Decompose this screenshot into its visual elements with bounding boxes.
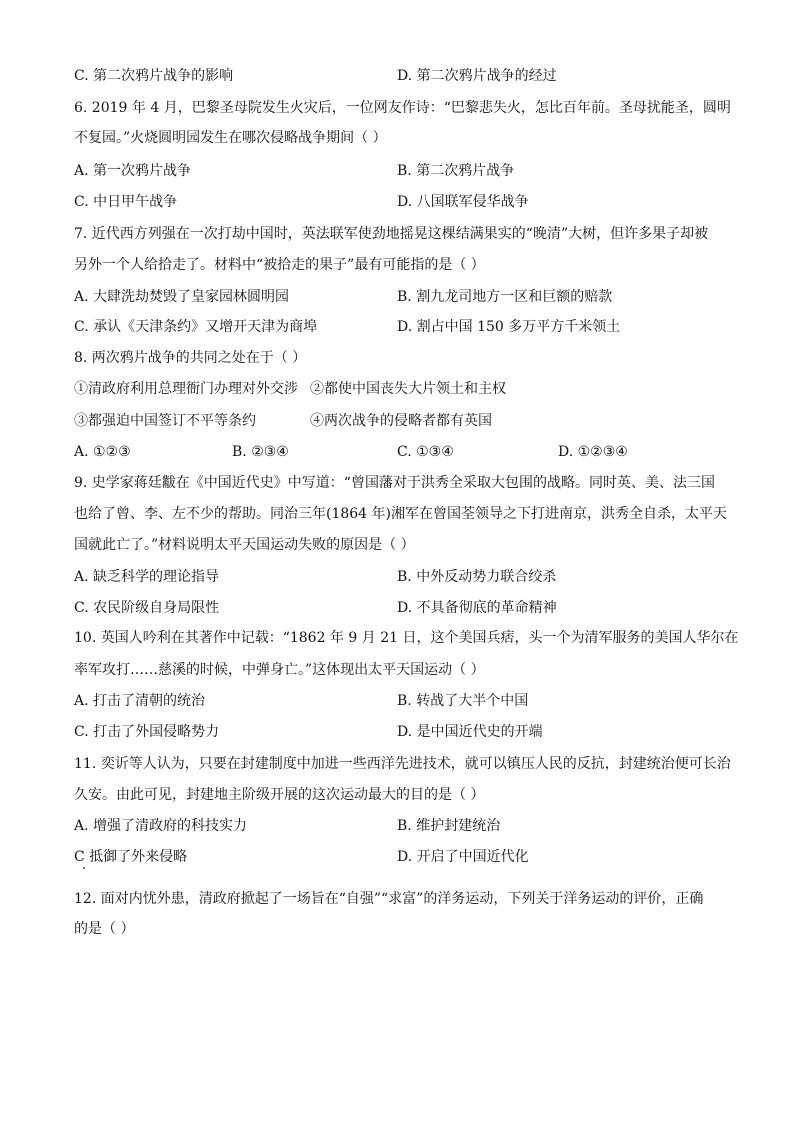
q11-stem-line2: 久安。由此可见，封建地主阶级开展的这次运动最大的目的是（ ） xyxy=(74,787,485,803)
q10-stem-line1: 10. 英国人吟利在其著作中记载：“1862 年 9 月 21 日，这个美国兵痞，头一个为清军服务的美国人华尔在 xyxy=(74,630,739,646)
q9-option-a: A. 缺乏科学的理论指导 xyxy=(74,569,220,585)
q8-statement-1: ①清政府利用总理衙门办理对外交涉 xyxy=(74,381,298,397)
q11-option-c: C 抵御了外来侵略 xyxy=(74,849,188,865)
q11-option-a: A. 增强了清政府的科技实力 xyxy=(74,818,248,834)
q9-option-b: B. 中外反动势力联合绞杀 xyxy=(397,569,557,585)
q7-option-c: C. 承认《天津条约》又增开天津为商埠 xyxy=(74,319,318,335)
q9-stem-line3: 国就此亡了。”材料说明太平天国运动失败的原因是（ ） xyxy=(74,537,415,553)
q8-option-a: A. ①②③ xyxy=(74,444,131,460)
q9-option-d: D. 不具备彻底的革命精神 xyxy=(397,600,557,616)
q11-option-b: B. 维护封建统治 xyxy=(397,818,501,834)
q10-option-a: A. 打击了清朝的统治 xyxy=(74,693,206,709)
q9-stem-line2: 也给了曾、李、左不少的帮助。同治三年(1864 年)湘军在曾国荃领导之下打进南京，洪秀全自杀，太平天 xyxy=(74,506,728,522)
q6-option-d: D. 八国联军侵华战争 xyxy=(397,194,529,210)
q11-option-d: D. 开启了中国近代化 xyxy=(397,849,529,865)
q6-option-b: B. 第二次鸦片战争 xyxy=(397,163,515,179)
q10-stem-line2: 率军攻打……慈溪的时候，中弹身亡。”这体现出太平天国运动（ ） xyxy=(74,662,485,678)
q8-statement-3: ③都强迫中国签订不平等条约 xyxy=(74,413,256,429)
q7-option-d: D. 割占中国 150 多万平方千米领土 xyxy=(397,319,621,335)
q12-stem-line1: 12. 面对内忧外患，清政府掀起了一场旨在“自强”“求富”的洋务运动，下列关于洋务运动的评价，正确 xyxy=(74,891,704,907)
q5-option-d: D. 第二次鸦片战争的经过 xyxy=(397,68,557,84)
q8-option-c: C. ①③④ xyxy=(397,444,454,460)
q10-option-d: D. 是中国近代史的开端 xyxy=(397,724,543,740)
q9-option-c: C. 农民阶级自身局限性 xyxy=(74,600,220,616)
q8-statement-2: ②都使中国丧失大片领土和主权 xyxy=(310,381,506,397)
q7-option-a: A. 大肆洗劫焚毁了皇家园林圆明园 xyxy=(74,289,290,305)
q8-statement-4: ④两次战争的侵略者都有英国 xyxy=(310,413,492,429)
stray-print-dot xyxy=(83,867,85,869)
q12-stem-line2: 的是（ ） xyxy=(74,921,135,937)
q7-option-b: B. 割九龙司地方一区和巨额的赔款 xyxy=(397,289,613,305)
q6-option-c: C. 中日甲午战争 xyxy=(74,194,178,210)
q9-stem-line1: 9. 史学家蒋廷黻在《中国近代史》中写道：“曾国藩对于洪秀全采取大包围的战略。同时英、美、法三国 xyxy=(74,475,715,491)
q11-stem-line1: 11. 奕䜣等人认为，只要在封建制度中加进一些西洋先进技术，就可以镇压人民的反抗，封建统治便可长治 xyxy=(74,756,731,772)
q7-stem-line1: 7. 近代西方列强在一次打劫中国时，英法联军使劲地摇晃这棵结满果实的“晚清”大树，但许多果子却被 xyxy=(74,226,709,242)
q8-option-d: D. ①②③④ xyxy=(558,444,628,460)
q6-stem-line1: 6. 2019 年 4 月，巴黎圣母院发生火灾后，一位网友作诗：“巴黎悲失火，怎比百年前。圣母扰能圣，圆明 xyxy=(74,100,731,116)
q5-option-c: C. 第二次鸦片战争的影响 xyxy=(74,68,234,84)
q6-stem-line2: 不复园。”火烧圆明园发生在哪次侵略战争期间（ ） xyxy=(74,130,387,146)
q7-stem-line2: 另外一个人给拾走了。材料中“被拾走的果子”最有可能指的是（ ） xyxy=(74,257,485,273)
q10-option-c: C. 打击了外国侵略势力 xyxy=(74,724,220,740)
q6-option-a: A. 第一次鸦片战争 xyxy=(74,163,192,179)
q10-option-b: B. 转战了大半个中国 xyxy=(397,693,529,709)
q8-option-b: B. ②③④ xyxy=(232,444,289,460)
q8-stem: 8. 两次鸦片战争的共同之处在于（ ） xyxy=(74,350,307,366)
